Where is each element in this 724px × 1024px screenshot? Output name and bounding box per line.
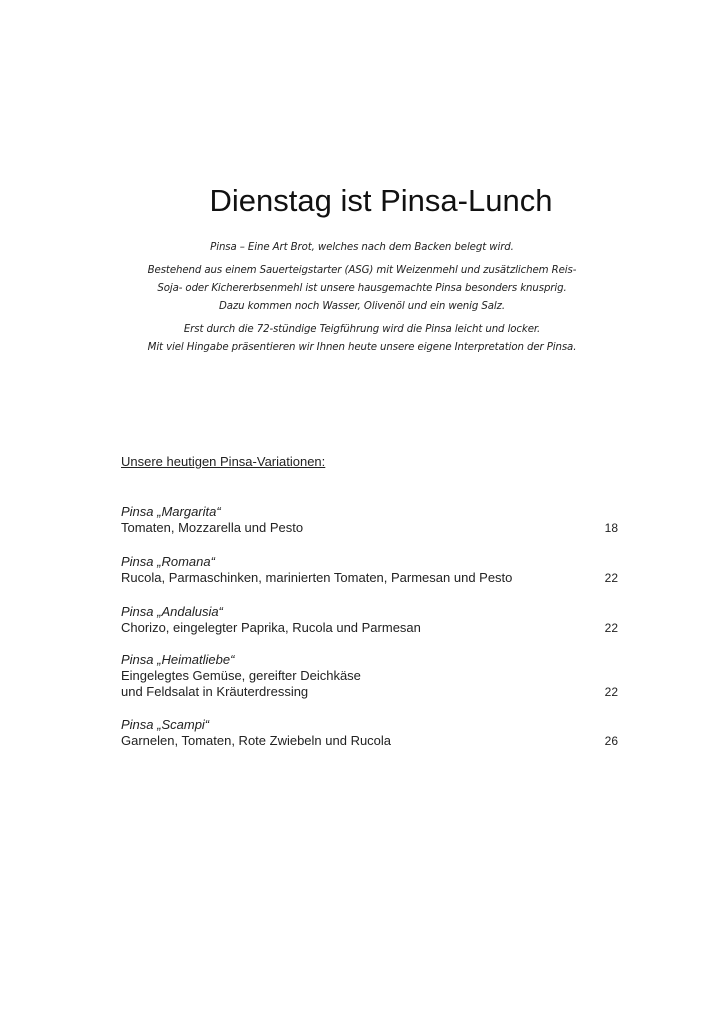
intro-line: Erst durch die 72-stündige Teigführung wird die Pinsa leicht und locker. [183, 324, 541, 335]
menu-item [121, 604, 618, 636]
intro-line: Pinsa – Eine Art Brot, welches nach dem Backen belegt wird. [210, 242, 514, 253]
intro-text [0, 239, 724, 357]
menu-item-description: Tomaten, Mozzarella und Pesto [121, 520, 304, 535]
menu-item [121, 717, 618, 749]
menu-item-description: Eingelegtes Gemüse, gereifter Deichkäse [121, 668, 361, 683]
menu-item-description: Chorizo, eingelegter Paprika, Rucola und Parmesan [121, 620, 421, 635]
page-title: Dienstag ist Pinsa-Lunch [209, 183, 553, 218]
menu-item-name: Pinsa „Margarita“ [121, 504, 221, 519]
section-heading: Unsere heutigen Pinsa-Variationen: [121, 454, 326, 469]
menu-item [121, 554, 618, 586]
menu-item-name: Pinsa „Scampi“ [121, 717, 210, 732]
menu-item-price: 22 [604, 685, 618, 699]
intro-line: Dazu kommen noch Wasser, Olivenöl und ein wenig Salz. [219, 301, 505, 312]
menu-item [121, 504, 618, 536]
menu-item-description: und Feldsalat in Kräuterdressing [121, 684, 309, 699]
intro-line: Soja- oder Kichererbsenmehl ist unsere hausgemachte Pinsa besonders knusprig. [157, 283, 567, 294]
menu-item-description: Garnelen, Tomaten, Rote Zwiebeln und Rucola [121, 733, 392, 748]
menu-item-description: Rucola, Parmaschinken, marinierten Tomaten, Parmesan und Pesto [121, 570, 513, 585]
menu-item-price: 22 [604, 571, 618, 585]
menu-item-name: Pinsa „Romana“ [121, 554, 215, 569]
menu-item-price: 26 [604, 734, 618, 748]
intro-line: Bestehend aus einem Sauerteigstarter (ASG) mit Weizenmehl und zusätzlichem Reis- [147, 265, 577, 276]
menu-item [121, 652, 618, 700]
menu-item-price: 18 [604, 521, 618, 535]
menu-item-name: Pinsa „Heimatliebe“ [121, 652, 235, 667]
menu-item-price: 22 [604, 621, 618, 635]
intro-line: Mit viel Hingabe präsentieren wir Ihnen heute unsere eigene Interpretation der Pinsa. [147, 342, 577, 353]
menu-item-name: Pinsa „Andalusia“ [121, 604, 223, 619]
